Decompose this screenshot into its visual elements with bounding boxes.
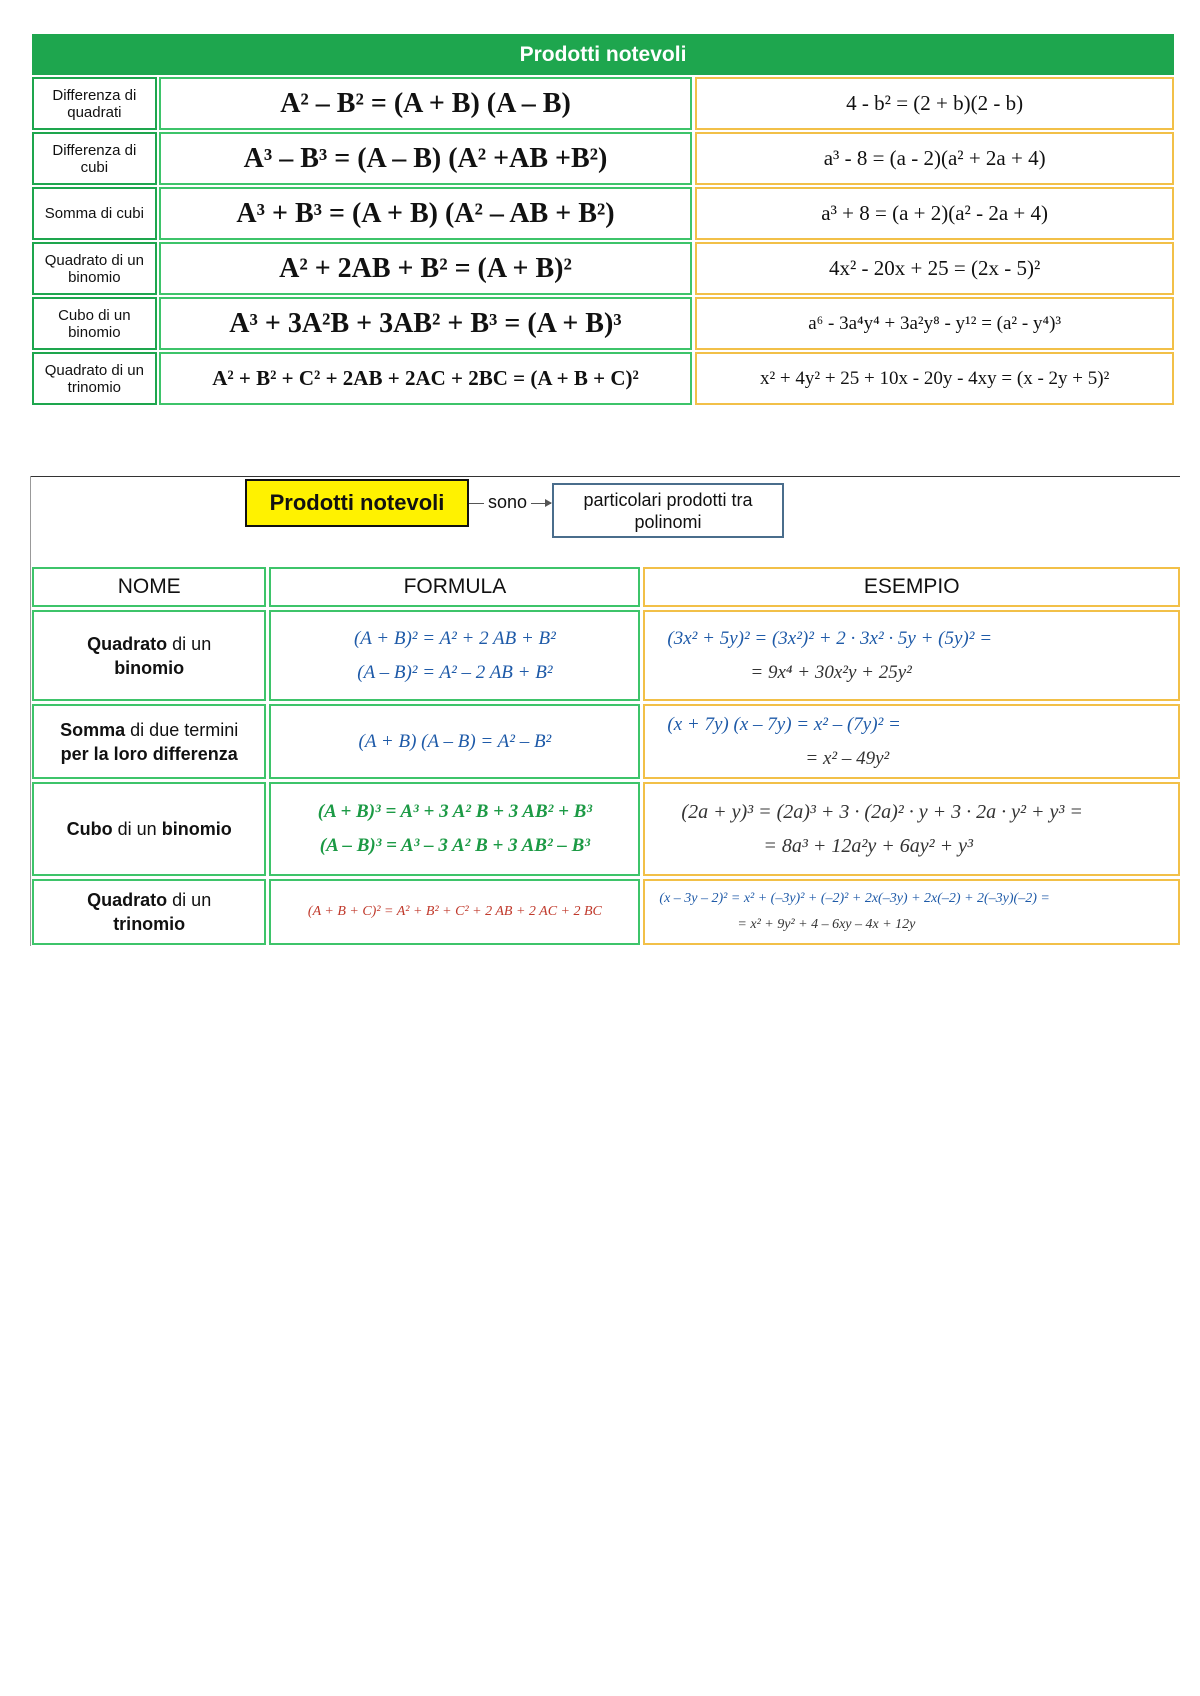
example-line: = 9x⁴ + 30x²y + 25y² (750, 661, 912, 683)
row-example: a³ + 8 = (a + 2)(a² - 2a + 4) (695, 187, 1174, 240)
row-example: 4 - b² = (2 + b)(2 - b) (695, 77, 1174, 130)
table-row (32, 782, 1180, 876)
row-name: Differenza di cubi (32, 132, 157, 185)
row-example (643, 782, 1180, 876)
example-line: (x + 7y) (x – 7y) = x² – (7y)² = (667, 713, 901, 735)
header-formula: FORMULA (269, 567, 640, 607)
row-example: x² + 4y² + 25 + 10x - 20y - 4xy = (x - 2y + 5)² (695, 352, 1174, 405)
row-name: Quadrato di un binomio (32, 242, 157, 295)
name-rest: di un (167, 633, 212, 654)
example-line: (x – 3y – 2)² = x² + (–3y)² + (–2)² + 2x(–3y) + 2x(–2) + 2(–3y)(–2) = (659, 891, 1050, 906)
example-line: = 8a³ + 12a²y + 6ay² + y³ (763, 835, 974, 857)
section-divider (30, 476, 1180, 477)
name-line2-bold: differenza (152, 743, 238, 764)
arrow-icon (545, 499, 552, 507)
connector-label: sono (484, 492, 531, 513)
row-formula: A³ + B³ = (A + B) (A² – AB + B²) (159, 187, 693, 240)
name-rest: di un (167, 890, 212, 910)
row-formula (269, 782, 640, 876)
row-name (32, 610, 266, 701)
summary-table-title: Prodotti notevoli (32, 34, 1174, 75)
row-formula (269, 879, 640, 945)
example-line: = x² – 49y² (805, 747, 890, 769)
name-rest: di due termini (125, 719, 239, 740)
table-row (32, 187, 1174, 240)
formula-line: (A + B) (A – B) = A² – B² (358, 730, 552, 752)
row-formula: A² + B² + C² + 2AB + 2AC + 2BC = (A + B + C)² (159, 352, 693, 405)
row-example: a³ - 8 = (a - 2)(a² + 2a + 4) (695, 132, 1174, 185)
row-formula: A² + 2AB + B² = (A + B)² (159, 242, 693, 295)
table-header-row (32, 567, 1180, 607)
row-name: Somma di cubi (32, 187, 157, 240)
name-bold: Quadrato (87, 890, 168, 910)
name-bold-2: binomio (161, 819, 232, 839)
name-bold: Quadrato (87, 633, 168, 654)
name-line2: trinomio (113, 914, 186, 934)
row-name (32, 782, 266, 876)
row-example (643, 610, 1180, 701)
formula-line: (A – B)³ = A³ – 3 A² B + 3 AB² – B³ (319, 835, 591, 856)
table-row (32, 879, 1180, 945)
row-formula: A² – B² = (A + B) (A – B) (159, 77, 693, 130)
row-name: Quadrato di un trinomio (32, 352, 157, 405)
formula-line: (A + B)³ = A³ + 3 A² B + 3 AB² + B³ (317, 801, 593, 822)
table-row (32, 132, 1174, 185)
table-row (32, 704, 1180, 779)
table-row (32, 77, 1174, 130)
definition-box: particolari prodotti tra polinomi (552, 483, 784, 538)
row-formula: A³ – B³ = (A – B) (A² +AB +B²) (159, 132, 693, 185)
section-border (30, 476, 31, 946)
example-line: (2a + y)³ = (2a)³ + 3 · (2a)² · y + 3 · 2a · y² + y³ = (681, 801, 1083, 823)
row-name: Differenza di quadrati (32, 77, 157, 130)
row-formula (269, 704, 640, 779)
row-formula (269, 610, 640, 701)
name-bold: Cubo (66, 819, 113, 839)
name-line2: binomio (114, 657, 185, 678)
row-example: 4x² - 20x + 25 = (2x - 5)² (695, 242, 1174, 295)
formula-line: (A + B)² = A² + 2 AB + B² (353, 627, 556, 649)
example-line: (3x² + 5y)² = (3x²)² + 2 · 3x² · 5y + (5y)² = (667, 627, 993, 649)
formula-table (32, 567, 1180, 948)
name-line2-pre: per la loro (60, 743, 153, 764)
table-row (32, 352, 1174, 405)
row-name (32, 879, 266, 945)
table-row (32, 610, 1180, 701)
concept-map-title: Prodotti notevoli (245, 479, 469, 527)
example-line: = x² + 9y² + 4 – 6xy – 4x + 12y (737, 917, 916, 932)
header-example: ESEMPIO (643, 567, 1180, 607)
table-row (32, 242, 1174, 295)
name-bold: Somma (60, 719, 126, 740)
name-rest: di un (112, 819, 162, 839)
table-row (32, 297, 1174, 350)
row-example (643, 704, 1180, 779)
row-example (643, 879, 1180, 945)
header-name: NOME (32, 567, 266, 607)
summary-table (32, 34, 1174, 405)
row-formula: A³ + 3A²B + 3AB² + B³ = (A + B)³ (159, 297, 693, 350)
formula-line: (A + B + C)² = A² + B² + C² + 2 AB + 2 AC + 2 BC (307, 904, 602, 919)
formula-line: (A – B)² = A² – 2 AB + B² (357, 661, 553, 683)
row-example: a⁶ - 3a⁴y⁴ + 3a²y⁸ - y¹² = (a² - y⁴)³ (695, 297, 1174, 350)
row-name: Cubo di un binomio (32, 297, 157, 350)
row-name (32, 704, 266, 779)
